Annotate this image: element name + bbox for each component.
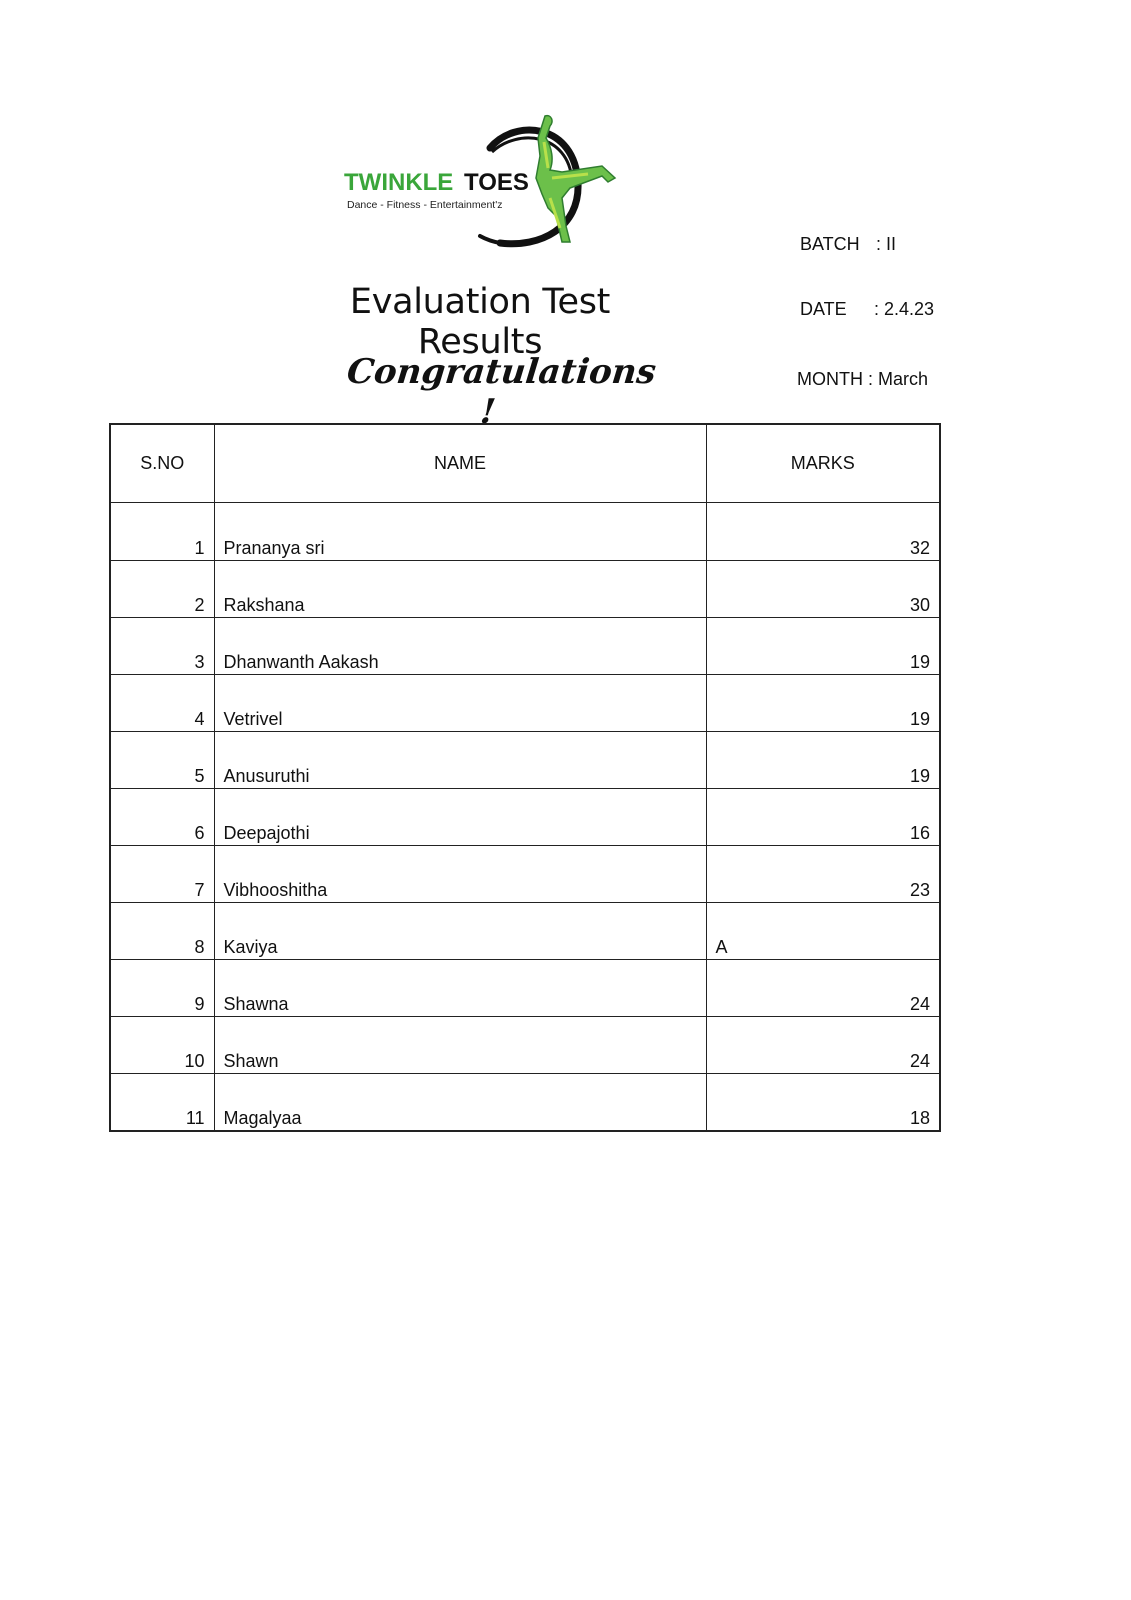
row-sno: 5 (110, 732, 214, 789)
row-marks: A (706, 903, 940, 960)
row-marks: 19 (706, 675, 940, 732)
row-marks: 30 (706, 561, 940, 618)
batch-value: : II (876, 234, 897, 254)
row-marks: 19 (706, 732, 940, 789)
header-sno: S.NO (110, 424, 214, 503)
header-marks: MARKS (706, 424, 940, 503)
row-name: Vetrivel (214, 675, 706, 732)
table-row (110, 903, 940, 960)
table-row (110, 846, 940, 903)
row-marks: 32 (706, 503, 940, 561)
row-sno: 11 (110, 1074, 214, 1132)
row-name: Magalyaa (214, 1074, 706, 1132)
row-name: Anusuruthi (214, 732, 706, 789)
brand-tagline: Dance - Fitness - Entertainment'z (347, 199, 503, 211)
row-sno: 3 (110, 618, 214, 675)
date-label: DATE (800, 299, 847, 319)
row-name: Shawn (214, 1017, 706, 1074)
date-info (800, 299, 934, 320)
row-sno: 10 (110, 1017, 214, 1074)
row-sno: 1 (110, 503, 214, 561)
batch-label: BATCH (800, 234, 860, 254)
row-marks: 24 (706, 1017, 940, 1074)
row-name: Kaviya (214, 903, 706, 960)
row-name: Dhanwanth Aakash (214, 618, 706, 675)
table-row (110, 503, 940, 561)
twinkle-toes-logo (340, 108, 640, 258)
month-value: : March (868, 369, 929, 389)
page-title: Evaluation Test Results (349, 282, 611, 362)
row-name: Shawna (214, 960, 706, 1017)
row-marks: 19 (706, 618, 940, 675)
brand-word-toes: TOES (464, 169, 529, 196)
header-name: NAME (214, 424, 706, 503)
row-sno: 7 (110, 846, 214, 903)
table-header-row (110, 424, 940, 503)
date-value: : 2.4.23 (874, 299, 935, 319)
row-sno: 4 (110, 675, 214, 732)
row-name: Vibhooshitha (214, 846, 706, 903)
brand-word-twinkle: TWINKLE (344, 169, 454, 196)
row-name: Deepajothi (214, 789, 706, 846)
row-sno: 2 (110, 561, 214, 618)
dancer-logo-icon (340, 108, 640, 258)
row-marks: 24 (706, 960, 940, 1017)
month-label: MONTH (797, 369, 863, 389)
row-name: Rakshana (214, 561, 706, 618)
table-row (110, 1074, 940, 1132)
congratulations-heading: Congratulations ! (345, 352, 658, 432)
row-marks: 18 (706, 1074, 940, 1132)
results-table (109, 423, 941, 1132)
row-sno: 8 (110, 903, 214, 960)
month-info (797, 369, 928, 390)
row-sno: 9 (110, 960, 214, 1017)
row-name: Prananya sri (214, 503, 706, 561)
table-row (110, 732, 940, 789)
table-row (110, 675, 940, 732)
table-row (110, 618, 940, 675)
batch-info (800, 234, 896, 255)
row-marks: 23 (706, 846, 940, 903)
table-row (110, 561, 940, 618)
table-row (110, 789, 940, 846)
row-marks: 16 (706, 789, 940, 846)
table-row (110, 1017, 940, 1074)
row-sno: 6 (110, 789, 214, 846)
table-row (110, 960, 940, 1017)
